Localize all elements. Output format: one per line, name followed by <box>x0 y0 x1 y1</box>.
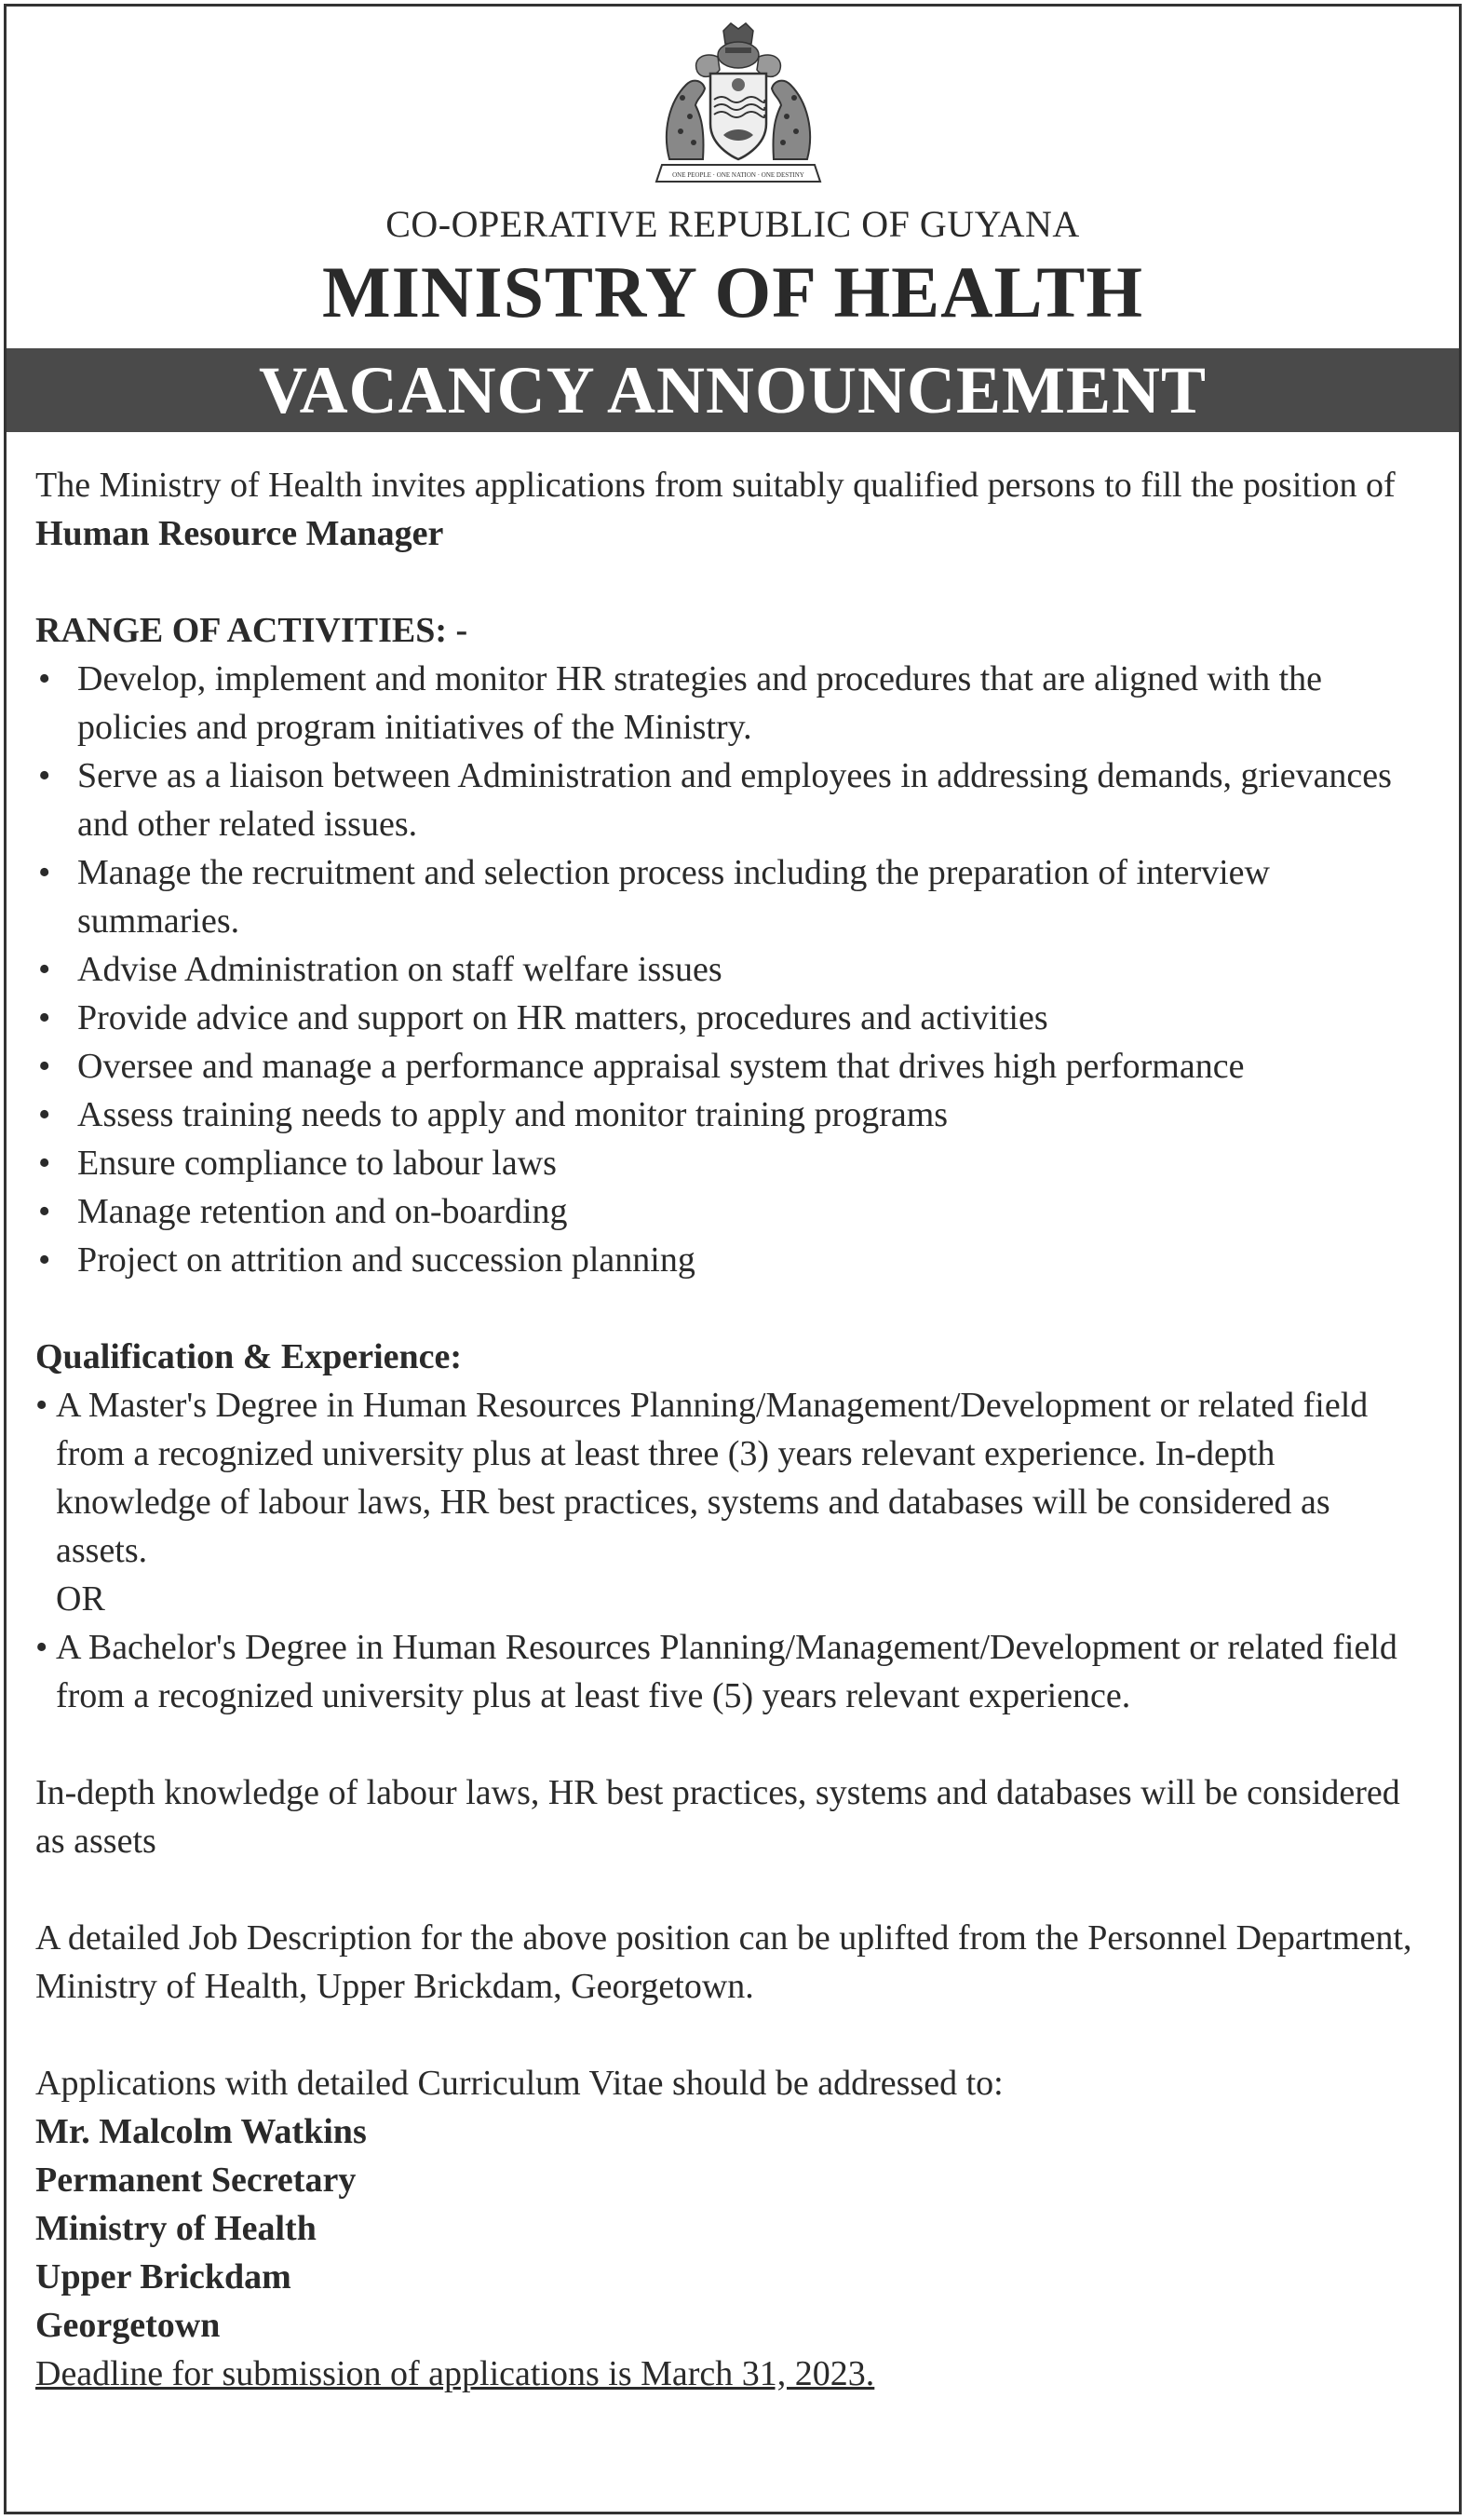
guyana-coat-of-arms-icon <box>649 20 828 196</box>
list-item: • Manage the recruitment and selection process including the preparation of interview summaries. <box>35 848 1422 945</box>
intro-paragraph <box>35 461 1422 558</box>
announcement-body <box>35 461 1422 2398</box>
intro-text: The Ministry of Health invites applications from suitably qualified persons to fill the position of <box>35 466 1396 505</box>
list-item: • Manage retention and on-boarding <box>35 1187 1422 1236</box>
addressee-name: Mr. Malcolm Watkins <box>35 2112 367 2151</box>
qualifications-list-2 <box>35 1623 1422 1720</box>
list-item: • Serve as a liaison between Administration and employees in addressing demands, grievances and other related issues. <box>35 752 1422 848</box>
knowledge-paragraph: In-depth knowledge of labour laws, HR best practices, systems and databases will be considered as assets <box>35 1773 1400 1861</box>
country-name: CO-OPERATIVE REPUBLIC OF GUYANA <box>385 203 1080 245</box>
deadline-notice: Deadline for submission of applications is March 31, 2023. <box>35 2354 875 2393</box>
position-title: Human Resource Manager <box>35 514 444 553</box>
qualification-option-masters: • A Master's Degree in Human Resources Planning/Management/Development or related field from a recognized university plus at least three (3) years relevant experience. In-depth knowledge of labour laws, HR best practices, systems and databases will be considered as assets. <box>35 1381 1422 1575</box>
vacancy-banner: VACANCY ANNOUNCEMENT <box>7 348 1459 432</box>
qualifications-heading: Qualification & Experience: <box>35 1337 463 1376</box>
list-item: • Oversee and manage a performance appraisal system that drives high performance <box>35 1042 1422 1091</box>
list-item: • Advise Administration on staff welfare issues <box>35 945 1422 994</box>
ministry-title: MINISTRY OF HEALTH <box>321 251 1144 332</box>
activities-list <box>35 655 1422 1284</box>
crest-motto: ONE PEOPLE · ONE NATION · ONE DESTINY <box>672 171 804 179</box>
list-item: • Project on attrition and succession planning <box>35 1236 1422 1284</box>
vacancy-announcement-page <box>4 4 1462 2514</box>
addressee-title: Permanent Secretary <box>35 2161 357 2200</box>
or-separator: OR <box>56 1579 105 1619</box>
activities-heading: RANGE OF ACTIVITIES: - <box>35 611 468 650</box>
list-item: • Provide advice and support on HR matters, procedures and activities <box>35 994 1422 1042</box>
applications-intro: Applications with detailed Curriculum Vitae should be addressed to: <box>35 2064 1004 2103</box>
qualification-option-bachelors: • A Bachelor's Degree in Human Resources Planning/Management/Development or related field from a recognized university plus at least five (5) years relevant experience. <box>35 1623 1422 1720</box>
list-item: • Assess training needs to apply and monitor training programs <box>35 1091 1422 1139</box>
qualifications-list <box>35 1381 1422 1575</box>
addressee-city: Georgetown <box>35 2306 221 2345</box>
addressee-org: Ministry of Health <box>35 2209 317 2248</box>
list-item: • Develop, implement and monitor HR strategies and procedures that are aligned with the policies and program initiatives of the Ministry. <box>35 655 1422 752</box>
job-description-paragraph: A detailed Job Description for the above position can be uplifted from the Personnel Department, Ministry of Health, Upper Brickdam, Georgetown. <box>35 1918 1412 2006</box>
addressee-street: Upper Brickdam <box>35 2257 291 2296</box>
list-item: • Ensure compliance to labour laws <box>35 1139 1422 1187</box>
